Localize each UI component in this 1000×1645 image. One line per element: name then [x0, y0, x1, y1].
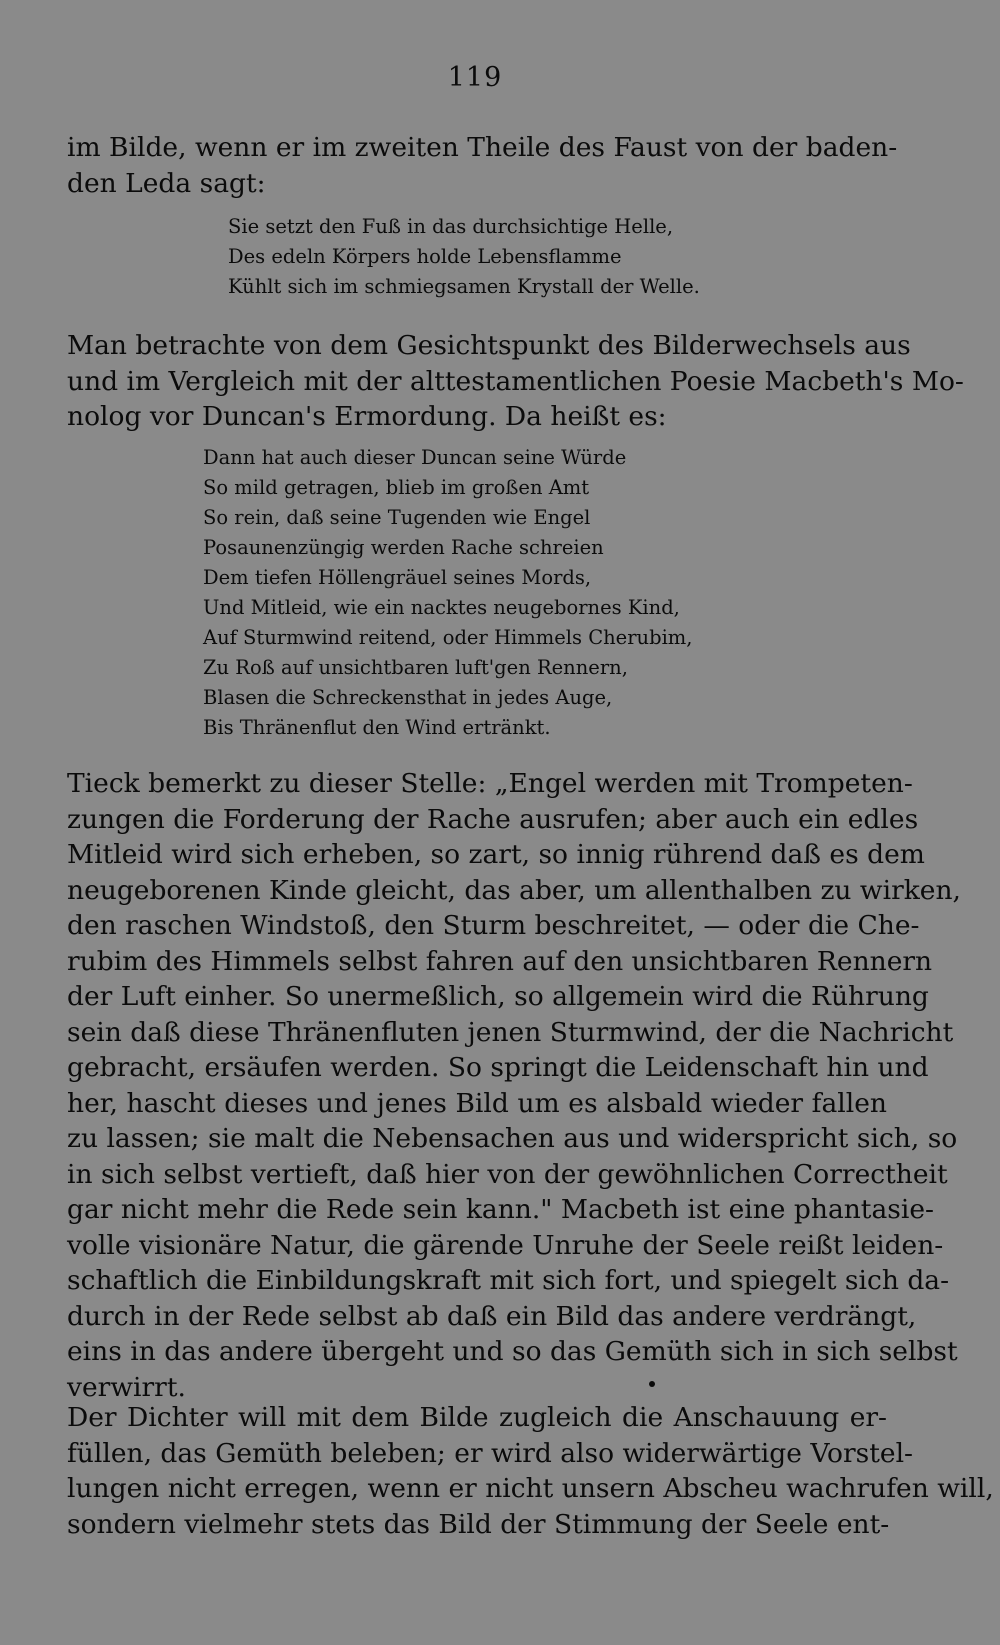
text-line: her, hascht dieses und jenes Bild um es alsbald wieder fallen: [67, 1087, 887, 1119]
verse-line: So mild getragen, blieb im großen Amt: [203, 476, 590, 499]
paragraph-macbeth-intro: [67, 328, 964, 435]
text-line: durch in der Rede selbst ab daß ein Bild das andere verdrängt,: [67, 1300, 917, 1332]
verse-quote-macbeth: [203, 443, 693, 743]
verse-line: Blasen die Schreckensthat in jedes Auge,: [203, 686, 613, 709]
text-line: schaftlich die Einbildungskraft mit sich fort, und spiegelt sich da-: [67, 1265, 950, 1296]
verse-line: Bis Thränenflut den Wind ertränkt.: [203, 716, 551, 739]
verse-line: Und Mitleid, wie ein nacktes neugebornes Kind,: [203, 596, 680, 619]
verse-line: Auf Sturmwind reitend, oder Himmels Cherubim,: [203, 626, 693, 649]
text-line: eins in das andere übergeht und so das Gemüth sich in sich selbst: [67, 1336, 958, 1367]
text-line: volle visionäre Natur, die gärende Unruhe der Seele reißt leiden-: [67, 1229, 944, 1261]
paragraph-tieck-commentary: [67, 766, 961, 1405]
text-line: zungen die Forderung der Rache ausrufen; aber auch ein edles: [67, 803, 919, 835]
text-line: sondern vielmehr stets das Bild der Stimmung der Seele ent-: [67, 1508, 890, 1540]
verse-line: Dem tiefen Höllengräuel seines Mords,: [203, 566, 592, 589]
text-line: neugeborenen Kinde gleicht, das aber, um allenthalben zu wirken,: [67, 874, 961, 906]
text-line: den raschen Windstoß, den Sturm beschreitet, — oder die Che-: [67, 910, 920, 941]
verse-line: Dann hat auch dieser Duncan seine Würde: [203, 446, 627, 469]
page-number: 119: [447, 62, 503, 93]
text-line: lungen nicht erregen, wenn er nicht unsern Abscheu wachrufen will,: [67, 1473, 994, 1504]
text-line: in sich selbst vertieft, daß hier von der gewöhnlichen Correctheit: [67, 1158, 948, 1190]
verse-line: Sie setzt den Fuß in das durchsichtige Helle,: [228, 215, 674, 238]
text-line: nolog vor Duncan's Ermordung. Da heißt es:: [67, 401, 667, 432]
verse-quote-faust: [228, 212, 700, 302]
text-line: den Leda sagt:: [67, 167, 266, 199]
text-line: im Bilde, wenn er im zweiten Theile des Faust von der baden-: [67, 132, 898, 163]
text-line: Man betrachte von dem Gesichtspunkt des Bilderwechsels aus: [67, 330, 911, 361]
text-line: Mitleid wird sich erheben, so zart, so innig rührend daß es dem: [67, 839, 925, 870]
text-line: sein daß diese Thränenfluten jenen Sturmwind, der die Nachricht: [67, 1016, 954, 1048]
paragraph-dichter: [67, 1400, 994, 1542]
text-line: gebracht, ersäufen werden. So springt die Leidenschaft hin und: [67, 1052, 929, 1083]
text-line: verwirrt.: [67, 1371, 186, 1403]
verse-line: Kühlt sich im schmiegsamen Krystall der Welle.: [228, 275, 700, 298]
text-line: füllen, das Gemüth beleben; er wird also widerwärtige Vorstel-: [67, 1437, 914, 1469]
verse-line: So rein, daß seine Tugenden wie Engel: [203, 506, 591, 529]
text-line: rubim des Himmels selbst fahren auf den unsichtbaren Rennern: [67, 945, 933, 977]
text-line: gar nicht mehr die Rede sein kann." Macbeth ist eine phantasie-: [67, 1194, 934, 1225]
intro-paragraph: [67, 130, 898, 201]
verse-line: Des edeln Körpers holde Lebensflamme: [228, 245, 622, 268]
text-line: Tieck bemerkt zu dieser Stelle: „Engel werden mit Trompeten-: [67, 768, 913, 799]
verse-line: Posaunenzüngig werden Rache schreien: [203, 536, 604, 559]
text-line: Der Dichter will mit dem Bilde zugleich die Anschauung er-: [67, 1402, 887, 1433]
text-line: und im Vergleich mit der alttestamentlichen Poesie Macbeth's Mo-: [67, 365, 964, 397]
text-line: zu lassen; sie malt die Nebensachen aus und widerspricht sich, so: [67, 1123, 958, 1154]
stray-dot-mark: [649, 1381, 655, 1387]
verse-line: Zu Roß auf unsichtbaren luft'gen Rennern,: [203, 656, 628, 679]
text-line: der Luft einher. So unermeßlich, so allgemein wird die Rührung: [67, 981, 929, 1012]
